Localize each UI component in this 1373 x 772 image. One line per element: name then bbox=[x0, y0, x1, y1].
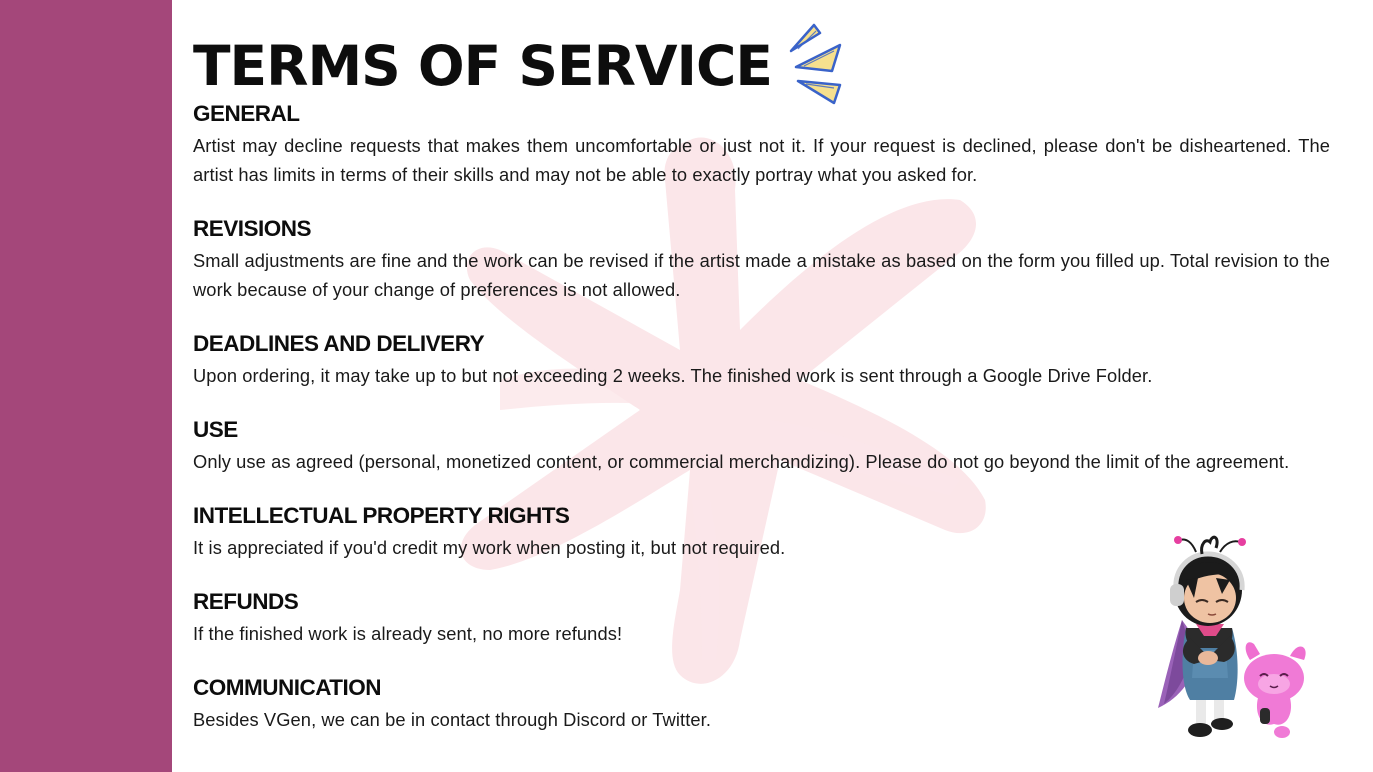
section-body: Upon ordering, it may take up to but not exceeding 2 weeks. The finished work is sent through a Google Drive Folder. bbox=[193, 365, 1153, 386]
sparkle-shards-icon bbox=[786, 21, 848, 105]
section-heading: DEADLINES AND DELIVERY bbox=[193, 331, 485, 356]
section-revisions bbox=[193, 216, 1330, 304]
section-heading: REVISIONS bbox=[193, 216, 312, 241]
title-row bbox=[193, 26, 848, 106]
section-body: If the finished work is already sent, no more refunds! bbox=[193, 623, 623, 644]
section-heading: INTELLECTUAL PROPERTY RIGHTS bbox=[193, 503, 570, 528]
section-heading: USE bbox=[193, 417, 238, 442]
section-body: Small adjustments are fine and the work can be revised if the artist made a mistake as based on the form you filled up. Total revision to the work because of your change of preferences is not allowed. bbox=[193, 250, 1330, 300]
section-use bbox=[193, 417, 1330, 476]
section-body: Artist may decline requests that makes them uncomfortable or just not it. If your request is declined, please don't be disheartened. The artist has limits in terms of their skills and may not be able to exactly portray what you asked for. bbox=[193, 135, 1330, 185]
section-body: It is appreciated if you'd credit my work when posting it, but not required. bbox=[193, 537, 786, 558]
page-title: TERMS OF SERVICE bbox=[193, 33, 772, 98]
section-body: Besides VGen, we can be in contact through Discord or Twitter. bbox=[193, 709, 712, 730]
left-sidebar-band bbox=[0, 0, 172, 772]
section-body: Only use as agreed (personal, monetized content, or commercial merchandizing). Please do not go beyond the limit of the agreement. bbox=[193, 451, 1290, 472]
section-deadlines-and-delivery bbox=[193, 331, 1330, 390]
chibi-character-with-pink-pet bbox=[1150, 528, 1320, 748]
section-heading: REFUNDS bbox=[193, 589, 299, 614]
section-heading: COMMUNICATION bbox=[193, 675, 382, 700]
section-general bbox=[193, 101, 1330, 189]
section-heading: GENERAL bbox=[193, 101, 300, 126]
